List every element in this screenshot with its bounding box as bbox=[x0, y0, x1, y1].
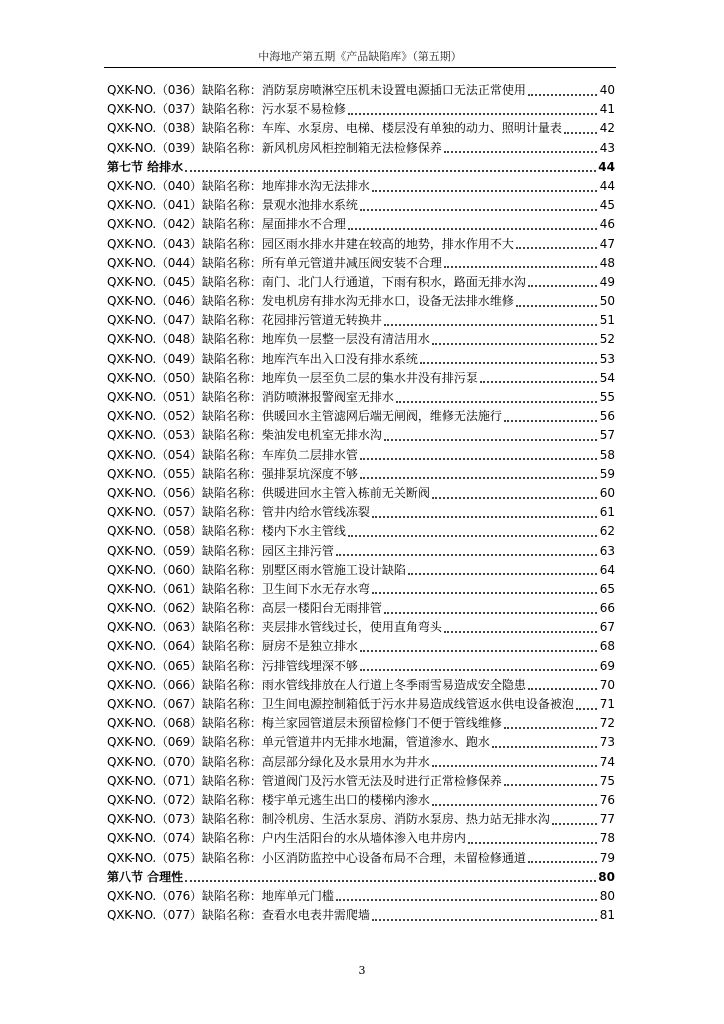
toc-entry-code: QXK-NO.（041） bbox=[107, 198, 202, 213]
toc-entry-title: 单元管道井内无排水地漏，管道渗水、跑水 bbox=[261, 735, 490, 750]
toc-entry-title: 污水泵不易检修 bbox=[261, 102, 346, 117]
toc-entry-label: 缺陷名称： bbox=[201, 908, 262, 923]
toc-entry-title: 花园排污管道无转换井 bbox=[261, 313, 382, 328]
toc-entry-title: 地库汽车出入口没有排水系统 bbox=[261, 351, 418, 366]
toc-entry[interactable] bbox=[107, 426, 615, 445]
toc-page-number: 42 bbox=[599, 121, 615, 136]
toc-entry-code: QXK-NO.（053） bbox=[107, 428, 202, 443]
toc-entry-code: QXK-NO.（068） bbox=[107, 716, 202, 731]
toc-entry-title: 消防喷淋报警阀室无排水 bbox=[261, 390, 394, 404]
toc-dot-leader bbox=[444, 266, 597, 268]
toc-entry-label: 缺陷名称： bbox=[201, 428, 262, 443]
toc-dot-leader bbox=[360, 477, 597, 479]
toc-entry[interactable] bbox=[107, 350, 615, 369]
toc-section-heading[interactable] bbox=[107, 158, 615, 177]
toc-dot-leader bbox=[528, 688, 597, 690]
toc-section-title: 第八节 合理性 bbox=[107, 869, 184, 884]
toc-entry[interactable] bbox=[107, 139, 615, 158]
toc-entry-title: 园区雨水排水井建在较高的地势，排水作用不大 bbox=[261, 236, 514, 251]
toc-page-number: 60 bbox=[599, 485, 615, 500]
toc-dot-leader bbox=[348, 228, 597, 230]
toc-page-number: 74 bbox=[599, 754, 615, 769]
toc-page-number: 64 bbox=[599, 562, 615, 577]
toc-entry-code: QXK-NO.（044） bbox=[107, 255, 202, 270]
toc-entry-label: 缺陷名称： bbox=[201, 466, 262, 481]
toc-page-number: 41 bbox=[599, 102, 615, 117]
toc-entry-label: 缺陷名称： bbox=[201, 773, 262, 788]
toc-entry-label: 缺陷名称： bbox=[201, 888, 262, 903]
toc-entry-label: 缺陷名称： bbox=[201, 351, 262, 366]
toc-entry-title: 地库排水沟无法排水 bbox=[261, 178, 370, 193]
toc-entry-code: QXK-NO.（073） bbox=[107, 812, 202, 827]
toc-entry-code: QXK-NO.（076） bbox=[107, 888, 202, 903]
toc-page-number: 73 bbox=[599, 735, 615, 750]
toc-entry-title: 查看水电表井需爬墙 bbox=[261, 908, 370, 923]
toc-page-number: 72 bbox=[599, 716, 615, 731]
toc-entry-title: 车库、水泵房、电梯、楼层没有单独的动力、照明计量表 bbox=[261, 121, 562, 136]
toc-entry-code: QXK-NO.（066） bbox=[107, 677, 202, 692]
toc-dot-leader bbox=[528, 94, 597, 96]
toc-page-number: 71 bbox=[599, 697, 615, 711]
toc-entry-label: 缺陷名称： bbox=[201, 255, 262, 270]
toc-page-number: 43 bbox=[599, 140, 615, 155]
toc-dot-leader bbox=[372, 190, 597, 192]
toc-entry-label: 缺陷名称： bbox=[201, 620, 262, 635]
toc-entry-label: 缺陷名称： bbox=[201, 370, 262, 385]
toc-dot-leader bbox=[432, 497, 597, 499]
toc-entry-code: QXK-NO.（063） bbox=[107, 620, 202, 635]
toc-entry-title: 园区主排污管 bbox=[261, 543, 334, 558]
toc-page-number: 54 bbox=[599, 370, 615, 385]
toc-entry-title: 夹层排水管线过长，使用直角弯头 bbox=[261, 620, 442, 635]
toc-dot-leader bbox=[516, 305, 597, 307]
toc-entry-code: QXK-NO.（064） bbox=[107, 639, 202, 654]
toc-entry-code: QXK-NO.（043） bbox=[107, 236, 202, 251]
toc-entry[interactable] bbox=[107, 542, 615, 561]
toc-dot-leader bbox=[576, 708, 597, 710]
toc-page-number: 67 bbox=[599, 620, 615, 635]
toc-dot-leader bbox=[336, 899, 597, 901]
toc-dot-leader bbox=[185, 880, 596, 882]
toc-entry[interactable] bbox=[107, 810, 615, 829]
toc-entry-label: 缺陷名称： bbox=[201, 601, 262, 616]
header-rule bbox=[104, 67, 616, 68]
toc-entry[interactable] bbox=[107, 292, 615, 311]
toc-entry-code: QXK-NO.（054） bbox=[107, 447, 202, 462]
toc-entry-label: 缺陷名称： bbox=[201, 792, 262, 807]
toc-entry-code: QXK-NO.（060） bbox=[107, 562, 202, 577]
toc-entry[interactable] bbox=[107, 676, 615, 695]
toc-entry[interactable] bbox=[107, 906, 615, 925]
toc-entry[interactable] bbox=[107, 714, 615, 733]
toc-page-number: 61 bbox=[599, 505, 615, 520]
toc-page-number: 45 bbox=[599, 198, 615, 213]
toc-entry-title: 供暖进回水主管入栋前无关断阀 bbox=[261, 485, 430, 500]
toc-dot-leader bbox=[384, 324, 597, 326]
toc-dot-leader bbox=[480, 381, 597, 383]
toc-entry-title: 屋面排水不合理 bbox=[261, 217, 346, 232]
toc-entry-code: QXK-NO.（048） bbox=[107, 332, 202, 347]
toc-entry[interactable] bbox=[107, 618, 615, 637]
toc-entry-title: 南门、北门人行通道，下雨有积水，路面无排水沟 bbox=[261, 274, 526, 289]
toc-page-number: 79 bbox=[599, 850, 615, 865]
toc-entry-code: QXK-NO.（056） bbox=[107, 485, 202, 500]
toc-entry-title: 供暖回水主管滤网后端无闸阀，维修无法施行 bbox=[261, 409, 502, 424]
toc-entry-code: QXK-NO.（057） bbox=[107, 505, 202, 520]
toc-entry-title: 小区消防监控中心设备布局不合理，未留检修通道 bbox=[261, 850, 526, 865]
toc-entry[interactable] bbox=[107, 657, 615, 676]
toc-dot-leader bbox=[360, 650, 597, 652]
toc-entry-label: 缺陷名称： bbox=[201, 677, 262, 692]
toc-entry-code: QXK-NO.（071） bbox=[107, 773, 202, 788]
toc-entry[interactable] bbox=[107, 791, 615, 810]
toc-entry[interactable] bbox=[107, 561, 615, 580]
toc-entry[interactable] bbox=[107, 196, 615, 215]
toc-entry-label: 缺陷名称： bbox=[201, 754, 262, 769]
toc-page-number: 77 bbox=[599, 812, 615, 827]
toc-dot-leader bbox=[396, 401, 597, 403]
toc-entry[interactable] bbox=[107, 887, 615, 906]
toc-page-number: 63 bbox=[599, 543, 615, 558]
toc-dot-leader bbox=[372, 592, 597, 594]
toc-entry[interactable] bbox=[107, 100, 615, 119]
toc-entry-title: 车库负二层排水管 bbox=[261, 447, 358, 462]
toc-entry[interactable] bbox=[107, 177, 615, 196]
toc-entry-title: 高层部分绿化及水景用水为井水 bbox=[261, 754, 430, 769]
toc-page-number: 52 bbox=[599, 332, 615, 347]
toc-dot-leader bbox=[408, 573, 597, 575]
toc-entry-code: QXK-NO.（070） bbox=[107, 754, 202, 769]
toc-page-number: 46 bbox=[599, 217, 615, 232]
toc-entry-title: 卫生间下水无存水弯 bbox=[261, 581, 370, 596]
toc-entry-code: QXK-NO.（055） bbox=[107, 466, 202, 481]
toc-entry-title: 管井内给水管线冻裂 bbox=[261, 505, 370, 520]
toc-page-number: 58 bbox=[599, 447, 615, 462]
toc-page-number: 62 bbox=[599, 524, 615, 539]
toc-page-number: 65 bbox=[599, 581, 615, 596]
toc-entry-label: 缺陷名称： bbox=[201, 121, 262, 136]
toc-entry-label: 缺陷名称： bbox=[201, 485, 262, 500]
toc-page-number: 44 bbox=[599, 178, 615, 193]
toc-entry-code: QXK-NO.（049） bbox=[107, 351, 202, 366]
toc-dot-leader bbox=[444, 631, 597, 633]
toc-entry-code: QXK-NO.（052） bbox=[107, 409, 202, 424]
toc-page-number: 59 bbox=[599, 466, 615, 481]
toc-dot-leader bbox=[348, 535, 597, 537]
toc-entry[interactable] bbox=[107, 829, 615, 848]
toc-entry-label: 缺陷名称： bbox=[201, 524, 262, 539]
toc-entry-label: 缺陷名称： bbox=[201, 409, 262, 424]
toc-page-number: 51 bbox=[599, 313, 615, 328]
toc-entry[interactable] bbox=[107, 772, 615, 791]
toc-entry-code: QXK-NO.（077） bbox=[107, 908, 202, 923]
toc-entry[interactable] bbox=[107, 311, 615, 330]
toc-page-number: 76 bbox=[599, 792, 615, 807]
toc-entry-label: 缺陷名称： bbox=[201, 236, 262, 251]
toc-entry-code: QXK-NO.（042） bbox=[107, 217, 202, 232]
toc-entry-label: 缺陷名称： bbox=[201, 850, 262, 865]
toc-page-number: 47 bbox=[599, 236, 615, 251]
toc-entry[interactable] bbox=[107, 580, 615, 599]
toc-page-number: 69 bbox=[599, 658, 615, 673]
toc-dot-leader bbox=[360, 458, 597, 460]
toc-entry-code: QXK-NO.（046） bbox=[107, 294, 202, 309]
toc-dot-leader bbox=[528, 861, 597, 863]
toc-page-number: 57 bbox=[599, 428, 615, 443]
toc-entry[interactable] bbox=[107, 465, 615, 484]
toc-entry-title: 发电机房有排水沟无排水口，设备无法排水维修 bbox=[261, 294, 514, 309]
toc-entry[interactable] bbox=[107, 733, 615, 752]
toc-entry-title: 厨房不是独立排水 bbox=[261, 639, 358, 654]
toc-entry-title: 雨水管线排放在人行道上冬季雨雪易造成安全隐患 bbox=[261, 677, 526, 692]
toc-entry-code: QXK-NO.（074） bbox=[107, 831, 202, 846]
toc-entry[interactable] bbox=[107, 388, 615, 407]
toc-entry-code: QXK-NO.（036） bbox=[107, 83, 202, 97]
toc-entry[interactable] bbox=[107, 369, 615, 388]
toc-dot-leader bbox=[185, 170, 596, 172]
toc-page-number: 50 bbox=[599, 294, 615, 309]
toc-dot-leader bbox=[432, 343, 597, 345]
toc-entry[interactable] bbox=[107, 446, 615, 465]
toc-entry-label: 缺陷名称： bbox=[201, 581, 262, 596]
toc-entry-label: 缺陷名称： bbox=[201, 332, 262, 347]
toc-entry[interactable] bbox=[107, 484, 615, 503]
toc-entry-code: QXK-NO.（062） bbox=[107, 601, 202, 616]
toc-dot-leader bbox=[552, 823, 597, 825]
table-of-contents bbox=[107, 81, 615, 925]
toc-entry-label: 缺陷名称： bbox=[201, 447, 262, 462]
toc-dot-leader bbox=[504, 727, 597, 729]
toc-entry-title: 地库负一层整一层没有清洁用水 bbox=[261, 332, 430, 347]
toc-entry-title: 新风机房风柜控制箱无法检修保养 bbox=[261, 140, 442, 155]
toc-page-number: 80 bbox=[599, 888, 615, 903]
toc-entry-label: 缺陷名称： bbox=[201, 217, 262, 232]
toc-entry-code: QXK-NO.（069） bbox=[107, 735, 202, 750]
toc-entry-title: 卫生间电源控制箱低于污水井易造成线管返水供电设备被泡 bbox=[261, 697, 574, 711]
toc-entry-label: 缺陷名称： bbox=[201, 140, 262, 155]
toc-entry[interactable] bbox=[107, 215, 615, 234]
toc-page-number: 75 bbox=[599, 773, 615, 788]
toc-entry-code: QXK-NO.（065） bbox=[107, 658, 202, 673]
toc-page-number: 80 bbox=[598, 869, 615, 884]
toc-entry-label: 缺陷名称： bbox=[201, 294, 262, 309]
toc-entry-code: QXK-NO.（072） bbox=[107, 792, 202, 807]
toc-entry-code: QXK-NO.（047） bbox=[107, 313, 202, 328]
toc-entry[interactable] bbox=[107, 273, 615, 292]
toc-dot-leader bbox=[384, 612, 597, 614]
toc-page-number: 56 bbox=[599, 409, 615, 424]
toc-section-title: 第七节 给排水 bbox=[107, 159, 184, 174]
toc-dot-leader bbox=[420, 362, 597, 364]
toc-entry-title: 别墅区雨水管施工设计缺陷 bbox=[261, 562, 406, 577]
toc-page-number: 70 bbox=[599, 677, 615, 692]
toc-dot-leader bbox=[432, 804, 597, 806]
toc-entry[interactable] bbox=[107, 753, 615, 772]
toc-entry-label: 缺陷名称： bbox=[201, 639, 262, 654]
toc-entry[interactable] bbox=[107, 81, 615, 100]
toc-entry-label: 缺陷名称： bbox=[201, 697, 262, 711]
toc-dot-leader bbox=[336, 554, 597, 556]
toc-page-number: 78 bbox=[599, 831, 615, 846]
toc-entry-label: 缺陷名称： bbox=[201, 198, 262, 213]
toc-entry-title: 高层一楼阳台无雨排管 bbox=[261, 601, 382, 616]
toc-entry-code: QXK-NO.（061） bbox=[107, 581, 202, 596]
toc-dot-leader bbox=[348, 113, 597, 115]
toc-entry-title: 楼内下水主管线 bbox=[261, 524, 346, 539]
toc-entry-title: 所有单元管道井减压阀安装不合理 bbox=[261, 255, 442, 270]
toc-entry[interactable] bbox=[107, 695, 615, 714]
toc-section-heading[interactable] bbox=[107, 868, 615, 887]
toc-entry-label: 缺陷名称： bbox=[201, 274, 262, 289]
toc-dot-leader bbox=[492, 746, 597, 748]
toc-entry-title: 楼宇单元逃生出口的楼梯内渗水 bbox=[261, 792, 430, 807]
toc-entry-title: 制冷机房、生活水泵房、消防水泵房、热力站无排水沟 bbox=[261, 812, 550, 827]
toc-entry[interactable] bbox=[107, 254, 615, 273]
toc-entry-title: 污排管线埋深不够 bbox=[261, 658, 358, 673]
toc-entry[interactable] bbox=[107, 235, 615, 254]
toc-dot-leader bbox=[504, 784, 597, 786]
toc-entry-title: 柴油发电机室无排水沟 bbox=[261, 428, 382, 443]
toc-dot-leader bbox=[384, 439, 597, 441]
toc-dot-leader bbox=[504, 420, 597, 422]
toc-entry-title: 地库负一层至负二层的集水井没有排污泵 bbox=[261, 370, 478, 385]
toc-entry[interactable] bbox=[107, 849, 615, 868]
toc-entry-label: 缺陷名称： bbox=[201, 658, 262, 673]
toc-dot-leader bbox=[360, 209, 597, 211]
toc-entry-title: 景观水池排水系统 bbox=[261, 198, 358, 213]
toc-entry-code: QXK-NO.（037） bbox=[107, 102, 202, 117]
toc-entry-label: 缺陷名称： bbox=[201, 716, 262, 731]
toc-page-number: 40 bbox=[599, 83, 615, 97]
toc-entry-code: QXK-NO.（067） bbox=[107, 697, 202, 711]
toc-page-number: 81 bbox=[599, 908, 615, 923]
page-number: 3 bbox=[358, 964, 366, 977]
toc-entry-code: QXK-NO.（058） bbox=[107, 524, 202, 539]
toc-entry-code: QXK-NO.（038） bbox=[107, 121, 202, 136]
toc-entry-code: QXK-NO.（050） bbox=[107, 370, 202, 385]
toc-page-number: 48 bbox=[599, 255, 615, 270]
toc-entry[interactable] bbox=[107, 599, 615, 618]
toc-entry-title: 消防泵房喷淋空压机未设置电源插口无法正常使用 bbox=[261, 83, 526, 97]
toc-entry-code: QXK-NO.（040） bbox=[107, 178, 202, 193]
toc-entry-title: 地库单元门槛 bbox=[261, 888, 334, 903]
toc-entry-code: QXK-NO.（039） bbox=[107, 140, 202, 155]
toc-page-number: 53 bbox=[599, 351, 615, 366]
toc-entry-label: 缺陷名称： bbox=[201, 178, 262, 193]
toc-entry[interactable] bbox=[107, 522, 615, 541]
toc-dot-leader bbox=[528, 285, 597, 287]
toc-entry-label: 缺陷名称： bbox=[201, 735, 262, 750]
toc-entry-title: 户内生活阳台的水从墙体渗入电井房内 bbox=[261, 831, 466, 846]
toc-dot-leader bbox=[564, 132, 597, 134]
toc-entry-title: 梅兰家园管道层未预留检修门不便于管线维修 bbox=[261, 716, 502, 731]
toc-entry-label: 缺陷名称： bbox=[201, 543, 262, 558]
toc-dot-leader bbox=[372, 516, 597, 518]
toc-entry-code: QXK-NO.（075） bbox=[107, 850, 202, 865]
toc-entry-label: 缺陷名称： bbox=[201, 102, 262, 117]
toc-entry-label: 缺陷名称： bbox=[201, 812, 262, 827]
toc-dot-leader bbox=[516, 247, 597, 249]
toc-page-number: 55 bbox=[599, 390, 615, 404]
toc-page-number: 49 bbox=[599, 274, 615, 289]
toc-entry-label: 缺陷名称： bbox=[201, 83, 262, 97]
toc-entry-label: 缺陷名称： bbox=[201, 390, 262, 404]
toc-entry-title: 管道阀门及污水管无法及时进行正常检修保养 bbox=[261, 773, 502, 788]
toc-dot-leader bbox=[360, 669, 597, 671]
toc-dot-leader bbox=[432, 765, 597, 767]
toc-entry-code: QXK-NO.（051） bbox=[107, 390, 202, 404]
toc-entry-label: 缺陷名称： bbox=[201, 562, 262, 577]
toc-entry[interactable] bbox=[107, 330, 615, 349]
toc-entry[interactable] bbox=[107, 119, 615, 138]
toc-dot-leader bbox=[444, 151, 597, 153]
toc-entry[interactable] bbox=[107, 637, 615, 656]
toc-page-number: 66 bbox=[599, 601, 615, 616]
running-header: 中海地产第五期《产品缺陷库》（第五期） bbox=[258, 50, 462, 63]
toc-entry-label: 缺陷名称： bbox=[201, 505, 262, 520]
toc-dot-leader bbox=[372, 919, 597, 921]
toc-entry-code: QXK-NO.（045） bbox=[107, 274, 202, 289]
toc-entry-title: 强排泵坑深度不够 bbox=[261, 466, 358, 481]
toc-entry[interactable] bbox=[107, 407, 615, 426]
toc-entry-label: 缺陷名称： bbox=[201, 831, 262, 846]
toc-entry-code: QXK-NO.（059） bbox=[107, 543, 202, 558]
toc-page-number: 68 bbox=[599, 639, 615, 654]
toc-entry-label: 缺陷名称： bbox=[201, 313, 262, 328]
toc-dot-leader bbox=[468, 842, 597, 844]
toc-entry[interactable] bbox=[107, 503, 615, 522]
toc-page-number: 44 bbox=[598, 159, 615, 174]
